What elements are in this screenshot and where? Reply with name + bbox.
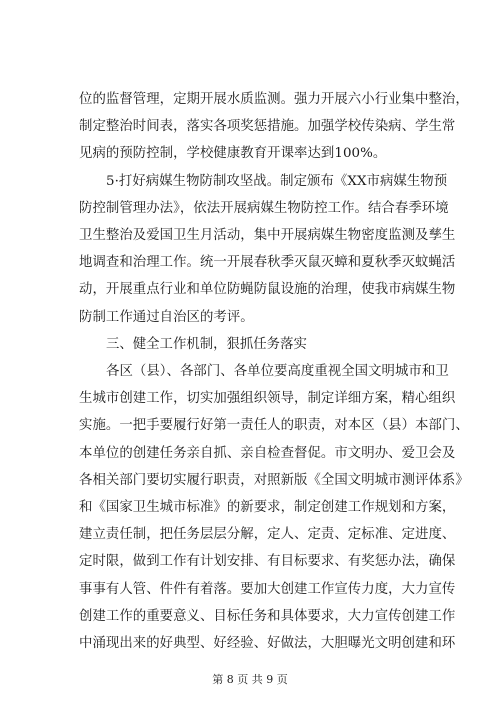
text-line: 5·打好病媒生物防制攻坚战。制定颁布《XX市病媒生物预 xyxy=(106,173,448,189)
text-line: 各相关部门要切实履行职责，对照新版《全国文明城市测评体系》 xyxy=(79,472,469,488)
text-line: 见病的预防控制，学校健康教育开课率达到100%。 xyxy=(79,146,387,162)
document-body xyxy=(79,86,469,657)
text-line: 本单位的创建任务亲自抓、亲自检查督促。市文明办、爱卫会及 xyxy=(79,445,456,461)
text-line: 防控制管理办法》，依法开展病媒生物防控工作。结合春季环境 xyxy=(79,200,449,216)
text-line: 事事有人管、件件有着落。要加大创建工作宣传力度，大力宣传 xyxy=(79,581,456,597)
text-line: 中涌现出来的好典型、好经验、好做法，大胆曝光文明创建和环 xyxy=(79,636,456,652)
page-number-footer: 第 8 页 共 9 页 xyxy=(212,673,288,686)
text-line: 卫生整治及爱国卫生月活动，集中开展病媒生物密度监测及孳生 xyxy=(79,228,456,244)
text-line: 位的监督管理，定期开展水质监测。强力开展六小行业集中整治， xyxy=(79,92,469,107)
text-line: 防制工作通过自治区的考评。 xyxy=(79,309,254,325)
text-line: 建立责任制，把任务层层分解，定人、定责、定标准、定进度、 xyxy=(79,527,456,543)
text-line: 制定整治时间表，落实各项奖惩措施。加强学校传染病、学生常 xyxy=(79,119,456,135)
text-line: 各区（县）、各部门、各单位要高度重视全国文明城市和卫 xyxy=(106,364,449,380)
text-line: 实施。一把手要履行好第一责任人的职责，对本区（县）本部门、 xyxy=(79,418,469,434)
text-line: 定时限，做到工作有计划安排、有目标要求、有奖惩办法，确保 xyxy=(79,554,456,570)
text-line: 生城市创建工作，切实加强组织领导，制定详细方案，精心组织 xyxy=(79,391,456,407)
section-heading: 三、健全工作机制，狠抓任务落实 xyxy=(106,336,307,352)
text-line: 地调查和治理工作。统一开展春秋季灭鼠灭蟑和夏秋季灭蚊蝇活 xyxy=(79,255,456,271)
text-line: 动，开展重点行业和单位防蝇防鼠设施的治理，使我市病媒生物 xyxy=(79,282,456,298)
text-line: 创建工作的重要意义、目标任务和具体要求，大力宣传创建工作 xyxy=(79,608,456,624)
text-line: 和《国家卫生城市标准》的新要求，制定创建工作规划和方案， xyxy=(79,500,456,516)
